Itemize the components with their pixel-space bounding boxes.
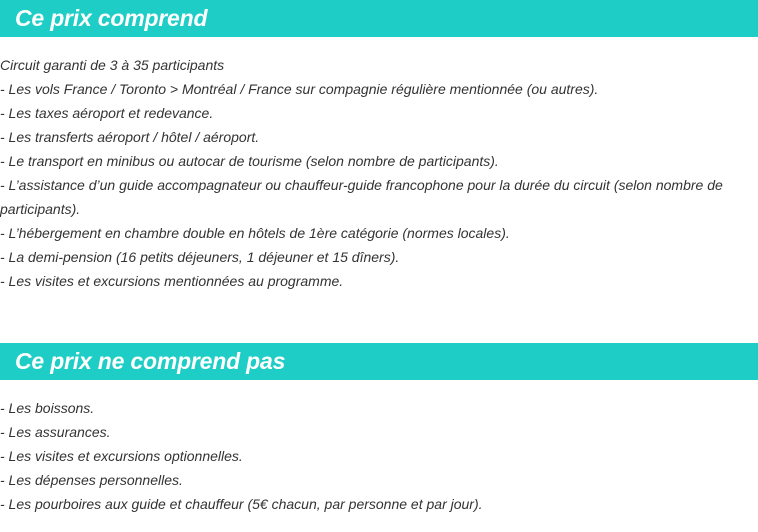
excluded-section-header [0, 343, 758, 380]
list-item: - Le transport en minibus ou autocar de tourisme (selon nombre de participants). [0, 153, 499, 169]
included-section-title: Ce prix comprend [15, 5, 208, 31]
list-item: - Les visites et excursions optionnelles. [0, 448, 243, 464]
list-item: - L’assistance d’un guide accompagnateur ou chauffeur-guide francophone pour la durée du circuit (selon nombre de participants). [0, 177, 723, 217]
list-item: - Les pourboires aux guide et chauffeur (5€ chacun, par personne et par jour). [0, 496, 483, 512]
list-item: - Les assurances. [0, 424, 111, 440]
list-item: - Les transferts aéroport / hôtel / aéroport. [0, 129, 260, 145]
included-list [0, 53, 740, 293]
list-item: - La demi-pension (16 petits déjeuners, 1 déjeuner et 15 dîners). [0, 249, 400, 265]
included-section-header [0, 0, 758, 37]
list-item: - Les vols France / Toronto > Montréal / France sur compagnie régulière mentionnée (ou autres). [0, 81, 599, 97]
list-item: - Les boissons. [0, 400, 95, 416]
list-item: - Les taxes aéroport et redevance. [0, 105, 214, 121]
list-item: - Les dépenses personnelles. [0, 472, 183, 488]
list-item: - Les visites et excursions mentionnées au programme. [0, 273, 344, 289]
list-item: - L’hébergement en chambre double en hôtels de 1ère catégorie (normes locales). [0, 225, 510, 241]
excluded-list [0, 396, 740, 516]
list-item: Circuit garanti de 3 à 35 participants [0, 57, 225, 73]
excluded-section-title: Ce prix ne comprend pas [15, 348, 286, 374]
